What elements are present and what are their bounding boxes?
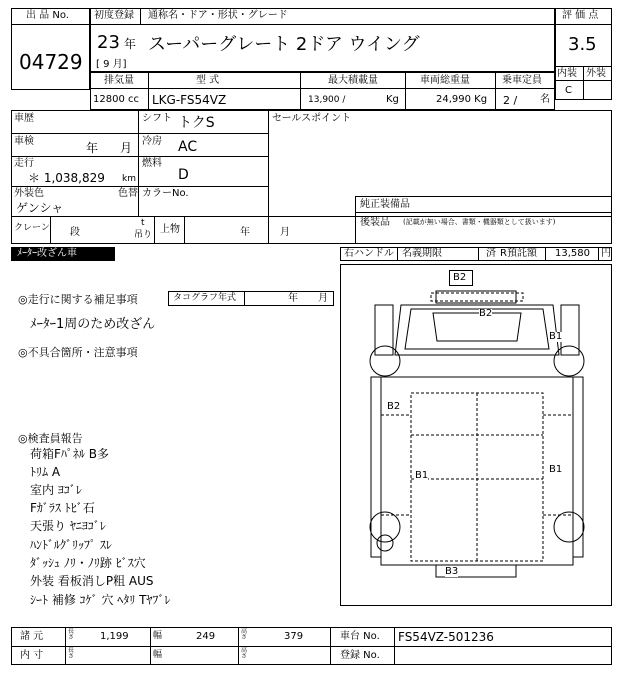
width-label-inner: 幅 xyxy=(153,650,163,660)
chassis-label: 車台 No. xyxy=(340,631,380,642)
score-label: 評 価 点 xyxy=(562,10,599,21)
defects-label: ◎不具合箇所・注意事項 xyxy=(18,346,138,359)
mileage-label: 走行 xyxy=(14,158,34,169)
displacement-label: 排気量 xyxy=(104,75,134,86)
report-line: ﾊﾝﾄﾞﾙｸﾞﾘｯﾌﾟ ｽﾚ xyxy=(30,538,112,552)
tacho-label: タコグラフ年式 xyxy=(173,293,237,303)
capacity-label: 乗車定員 xyxy=(502,75,542,86)
report-line: 外装 看板消しP粗 AUS xyxy=(30,574,154,588)
report-line: ｼｰﾄ 補修 ｺｹﾞ 穴 ﾍﾀﾘ Tﾔﾌﾞﾚ xyxy=(30,593,171,607)
damage-mark: B2 xyxy=(387,401,401,412)
damage-mark: B1 xyxy=(549,464,563,475)
damage-mark: B3 xyxy=(445,566,459,577)
equipment-label: 純正装備品 xyxy=(360,199,410,210)
displacement-value: 12800 cc xyxy=(93,94,139,105)
lot-label: 出 品 No. xyxy=(26,10,69,21)
model-code: LKG-FS54VZ xyxy=(152,93,227,107)
damage-mark: B1 xyxy=(549,331,563,342)
inspector-label: ◎検査員報告 xyxy=(18,432,83,445)
recycle-prefix: 済 xyxy=(486,248,496,259)
reg-year: 23 xyxy=(97,32,120,53)
color-no-label: 色替 xyxy=(118,188,138,199)
max-load-label: 最大積載量 xyxy=(328,75,378,86)
registration-label: 名義期限 xyxy=(402,248,442,259)
aftermarket-note: (記載が無い場合、書類・機器類として扱います) xyxy=(403,218,556,226)
exterior-label: 外装 xyxy=(586,68,606,79)
history-label: 車歴 xyxy=(14,113,34,124)
height-value: 379 xyxy=(284,631,304,642)
shift-value: トクS xyxy=(178,115,215,131)
upper-month: 月 xyxy=(280,227,290,238)
upper-year: 年 xyxy=(240,227,250,238)
reg-year-unit: 年 xyxy=(124,37,137,51)
chassis-number: FS54VZ-501236 xyxy=(398,630,494,644)
lot-number: 04729 xyxy=(19,50,83,74)
max-load-unit: Kg xyxy=(386,94,399,105)
name-label: 通称名・ドア・形状・グレード xyxy=(148,10,288,21)
interior-label: 内装 xyxy=(557,68,577,79)
truck-diagram xyxy=(340,264,612,606)
interior-grade: C xyxy=(565,85,572,96)
model-name: スーパーグレート 2ドア ウイング xyxy=(148,34,420,55)
capacity-unit: 名 xyxy=(540,94,550,105)
recycle-amount: 13,580 xyxy=(555,248,590,259)
gross-weight-value: 24,990 Kg xyxy=(436,94,488,105)
crane-label: クレーン xyxy=(14,223,50,233)
fuel-label: 燃料 xyxy=(142,158,162,169)
ac-label: 冷房 xyxy=(142,136,162,147)
capacity-value: 2 / xyxy=(503,94,518,107)
model-label: 型 式 xyxy=(196,75,220,86)
length-value: 1,199 xyxy=(100,631,129,642)
recycle-label: R預託額 xyxy=(500,248,537,259)
width-value: 249 xyxy=(196,631,216,642)
fuel-value: D xyxy=(178,167,189,183)
spec-label: 諸 元 xyxy=(20,631,44,642)
mileage-unit: km xyxy=(122,174,136,184)
color-value: ゲンシャ xyxy=(16,201,64,215)
damage-mark: B1 xyxy=(415,470,429,481)
width-label: 幅 xyxy=(153,631,163,641)
report-line: ﾀﾞｯｼｭ ﾉﾘ・ﾉﾘ跡 ﾋﾞｽ穴 xyxy=(30,556,146,570)
ac-value: AC xyxy=(178,139,198,155)
length-label: 長さ xyxy=(68,628,75,642)
report-line: 荷箱Fﾊﾟﾈﾙ B多 xyxy=(30,447,109,461)
aftermarket-label: 後装品 xyxy=(360,217,390,228)
sales-point-label: セールスポイント xyxy=(272,113,352,124)
truck-diagram-svg xyxy=(341,265,613,607)
inner-label: 内 寸 xyxy=(20,650,44,661)
crane-stage: 段 xyxy=(70,227,80,238)
damage-mark: B2 xyxy=(453,272,467,283)
report-line: 室内 ﾖｺﾞﾚ xyxy=(30,483,82,497)
odometer-note: ﾒｰﾀｰ1周のため改ざん xyxy=(30,317,156,332)
report-line: ﾄﾘﾑ A xyxy=(30,465,61,479)
length-label-inner: 長さ xyxy=(68,647,75,661)
report-line: 天張り ﾔﾆﾖｺﾞﾚ xyxy=(30,519,106,533)
crane-hang: 吊り xyxy=(134,230,153,240)
reg-month: [ 9 月] xyxy=(96,59,127,70)
tacho-month: 月 xyxy=(318,293,328,304)
mark-box xyxy=(449,270,473,286)
inspection-month: 月 xyxy=(120,141,133,155)
reg-number-label: 登録 No. xyxy=(340,650,380,661)
inspection-year: 年 xyxy=(86,141,99,155)
color-label: 外装色 xyxy=(14,188,44,199)
inspection-label: 車検 xyxy=(14,136,34,147)
running-supplement-label: ◎走行に関する補足事項 xyxy=(18,293,138,306)
height-label-inner: 高さ xyxy=(241,647,248,661)
recycle-unit: 円 xyxy=(601,248,611,259)
crane-ton: t xyxy=(141,218,145,228)
max-load-value: 13,900 / xyxy=(308,95,346,105)
shift-label: シフト xyxy=(142,113,172,124)
mileage-value: ＊ 1,038,829 xyxy=(28,171,105,185)
upper-label: 上物 xyxy=(160,224,180,235)
odometer-banner: ﾒｰﾀｰ改ざん車 xyxy=(11,247,115,261)
color-code-label: カラーNo. xyxy=(142,188,189,199)
right-handle: 右ハンドル xyxy=(344,248,394,259)
height-label: 高さ xyxy=(241,628,248,642)
score-value: 3.5 xyxy=(568,34,597,55)
damage-mark: B2 xyxy=(479,308,493,319)
gross-weight-label: 車両総重量 xyxy=(420,75,470,86)
report-line: Fｶﾞﾗｽ ﾄﾋﾞ石 xyxy=(30,501,95,515)
tacho-year: 年 xyxy=(288,293,298,304)
first-reg-label: 初度登録 xyxy=(94,10,134,21)
